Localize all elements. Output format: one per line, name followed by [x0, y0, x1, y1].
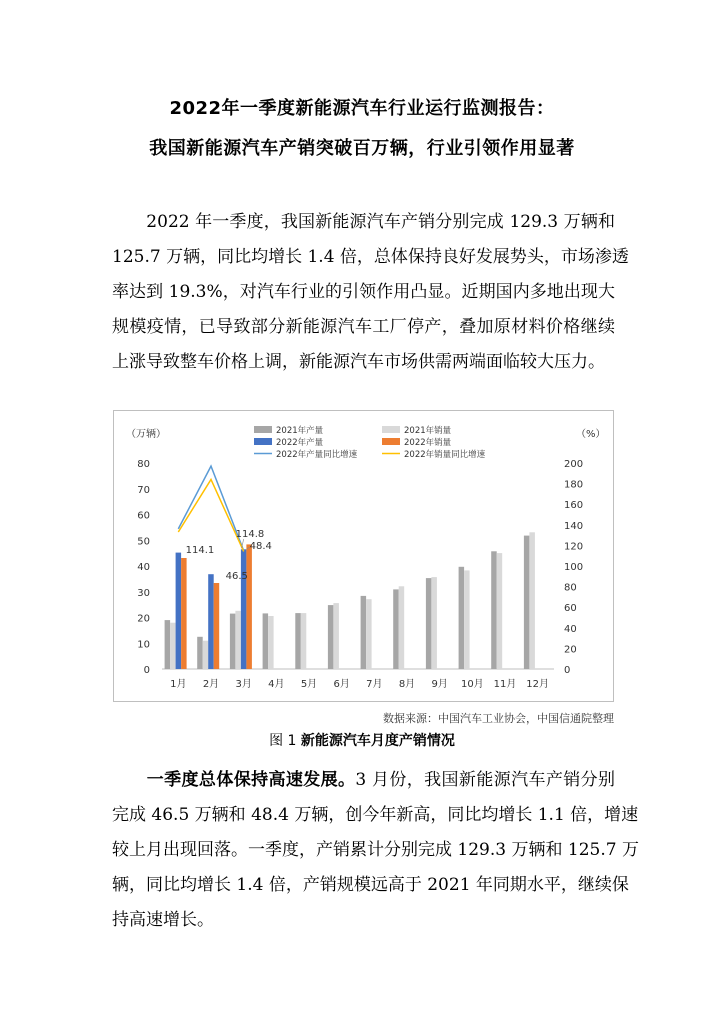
y2-tick-label: 200	[564, 459, 584, 470]
y2-tick-label: 20	[564, 644, 577, 656]
x-tick-label: 9月	[431, 679, 448, 690]
x-tick-label: 7月	[366, 679, 383, 690]
report-title-line1: 2022年一季度新能源汽车行业运行监测报告：	[169, 98, 555, 119]
section-line: 较上月出现回落。一季度，产销累计分别完成 129.3 万辆和 125.7 万	[112, 840, 639, 860]
annotation-label: 114.8	[235, 529, 265, 540]
bar-2021年产量	[328, 605, 334, 669]
x-tick-label: 11月	[493, 679, 517, 690]
bar-2021年产量	[263, 613, 269, 669]
bar-2021年销量	[431, 577, 437, 669]
bar-2021年销量	[366, 599, 372, 669]
bar-2021年产量	[230, 614, 236, 669]
bar-2021年销量	[399, 586, 405, 669]
bar-2021年销量	[529, 532, 535, 669]
bar-2021年产量	[197, 637, 203, 669]
x-tick-label: 8月	[398, 679, 416, 690]
bar-2021年产量	[165, 620, 171, 669]
bar-2021年产量	[459, 567, 465, 669]
section-line: 完成 46.5 万辆和 48.4 万辆，创今年新高，同比均增长 1.1 倍，增速	[112, 805, 639, 825]
section-lead: 一季度总体保持高速发展。	[146, 770, 356, 790]
annotation-label: 48.4	[249, 541, 272, 552]
annotation-label: 114.1	[185, 545, 215, 556]
bar-2021年销量	[464, 570, 470, 669]
y-tick-label: 70	[137, 484, 150, 496]
bar-2021年销量	[170, 623, 176, 669]
x-tick-label: 12月	[526, 679, 550, 690]
legend-swatch	[254, 426, 272, 433]
legend-label: 2022年销量	[404, 438, 452, 448]
y-tick-label: 50	[137, 536, 150, 548]
bar-2022年销量	[214, 583, 220, 669]
right-axis-label: （%）	[576, 429, 606, 440]
monthly-sales-chart	[114, 411, 613, 701]
y2-tick-label: 180	[564, 479, 584, 491]
figure-label: 图 1	[269, 733, 297, 749]
legend-swatch	[382, 426, 400, 433]
bar-2021年销量	[333, 603, 339, 669]
legend-swatch	[254, 438, 272, 445]
chart-frame	[113, 410, 614, 702]
bar-2021年销量	[497, 553, 503, 669]
legend-label: 2022年产量	[276, 438, 324, 448]
report-title-line2: 我国新能源汽车产销突破百万辆，行业引领作用显著	[149, 138, 575, 159]
legend-label: 2021年销量	[404, 426, 452, 436]
legend-swatch	[382, 438, 400, 445]
y-tick-label: 30	[137, 587, 150, 599]
legend-label: 2021年产量	[276, 426, 324, 436]
y2-tick-label: 100	[564, 562, 584, 573]
intro-line: 2022 年一季度，我国新能源汽车产销分别完成 129.3 万辆和	[112, 212, 615, 232]
bar-2021年产量	[426, 578, 432, 669]
bar-2021年销量	[235, 611, 241, 669]
bar-2021年产量	[393, 589, 399, 669]
figure-caption-text: 新能源汽车月度产销情况	[300, 733, 455, 749]
y-tick-label: 60	[137, 510, 150, 522]
x-tick-label: 4月	[268, 679, 285, 690]
left-axis-label: （万辆）	[126, 429, 166, 440]
bar-2021年产量	[491, 551, 497, 669]
y2-tick-label: 140	[564, 520, 584, 532]
intro-line: 率达到 19.3%，对汽车行业的引领作用凸显。近期国内多地出现大	[112, 282, 615, 302]
annotation-label: 46.5	[225, 571, 248, 582]
y2-tick-label: 40	[564, 623, 577, 635]
intro-line: 规模疫情，已导致部分新能源汽车工厂停产，叠加原材料价格继续	[112, 317, 615, 337]
section-line1-rest: 3 月份，我国新能源汽车产销分别	[355, 770, 616, 790]
y2-tick-label: 0	[564, 665, 571, 676]
line-2022年销量同比增速	[178, 480, 243, 552]
y2-tick-label: 160	[564, 500, 584, 512]
intro-paragraph	[112, 205, 629, 380]
bar-2021年产量	[361, 596, 367, 669]
intro-line: 上涨导致整车价格上调，新能源汽车市场供需两端面临较大压力。	[112, 352, 605, 372]
bar-2022年产量	[176, 553, 182, 669]
y2-tick-label: 60	[564, 603, 577, 615]
section-paragraph	[112, 763, 639, 938]
x-tick-label: 3月	[235, 679, 252, 690]
bar-2021年产量	[295, 613, 301, 669]
bar-2022年产量	[208, 574, 214, 669]
x-tick-label: 1月	[170, 679, 187, 690]
section-line: 持高速增长。	[112, 910, 214, 930]
x-tick-label: 2月	[202, 679, 220, 690]
x-tick-label: 10月	[460, 679, 484, 690]
y-tick-label: 10	[137, 639, 150, 651]
data-source: 数据来源：中国汽车工业协会，中国信通院整理	[383, 712, 614, 725]
bar-2022年销量	[246, 544, 252, 669]
y-tick-label: 20	[137, 613, 150, 625]
y2-tick-label: 120	[564, 541, 584, 553]
bar-2021年产量	[524, 536, 530, 669]
y-tick-label: 0	[143, 665, 150, 676]
y-tick-label: 40	[137, 562, 150, 573]
y-tick-label: 80	[137, 459, 150, 470]
legend-label: 2022年销量同比增速	[404, 450, 486, 460]
x-tick-label: 5月	[300, 679, 318, 690]
x-tick-label: 6月	[333, 679, 350, 690]
intro-line: 125.7 万辆，同比均增长 1.4 倍，总体保持良好发展势头，市场渗透	[112, 247, 629, 267]
y2-tick-label: 80	[564, 582, 577, 594]
bar-2021年销量	[203, 641, 209, 669]
bar-2022年销量	[181, 558, 187, 669]
section-line	[112, 763, 615, 798]
bar-2021年销量	[301, 613, 307, 669]
section-line: 辆，同比均增长 1.4 倍，产销规模远高于 2021 年同期水平，继续保	[112, 875, 629, 895]
bar-2022年产量	[241, 549, 247, 669]
bar-2021年销量	[268, 616, 274, 669]
figure-caption	[0, 730, 724, 750]
legend-label: 2022年产量同比增速	[276, 450, 358, 460]
